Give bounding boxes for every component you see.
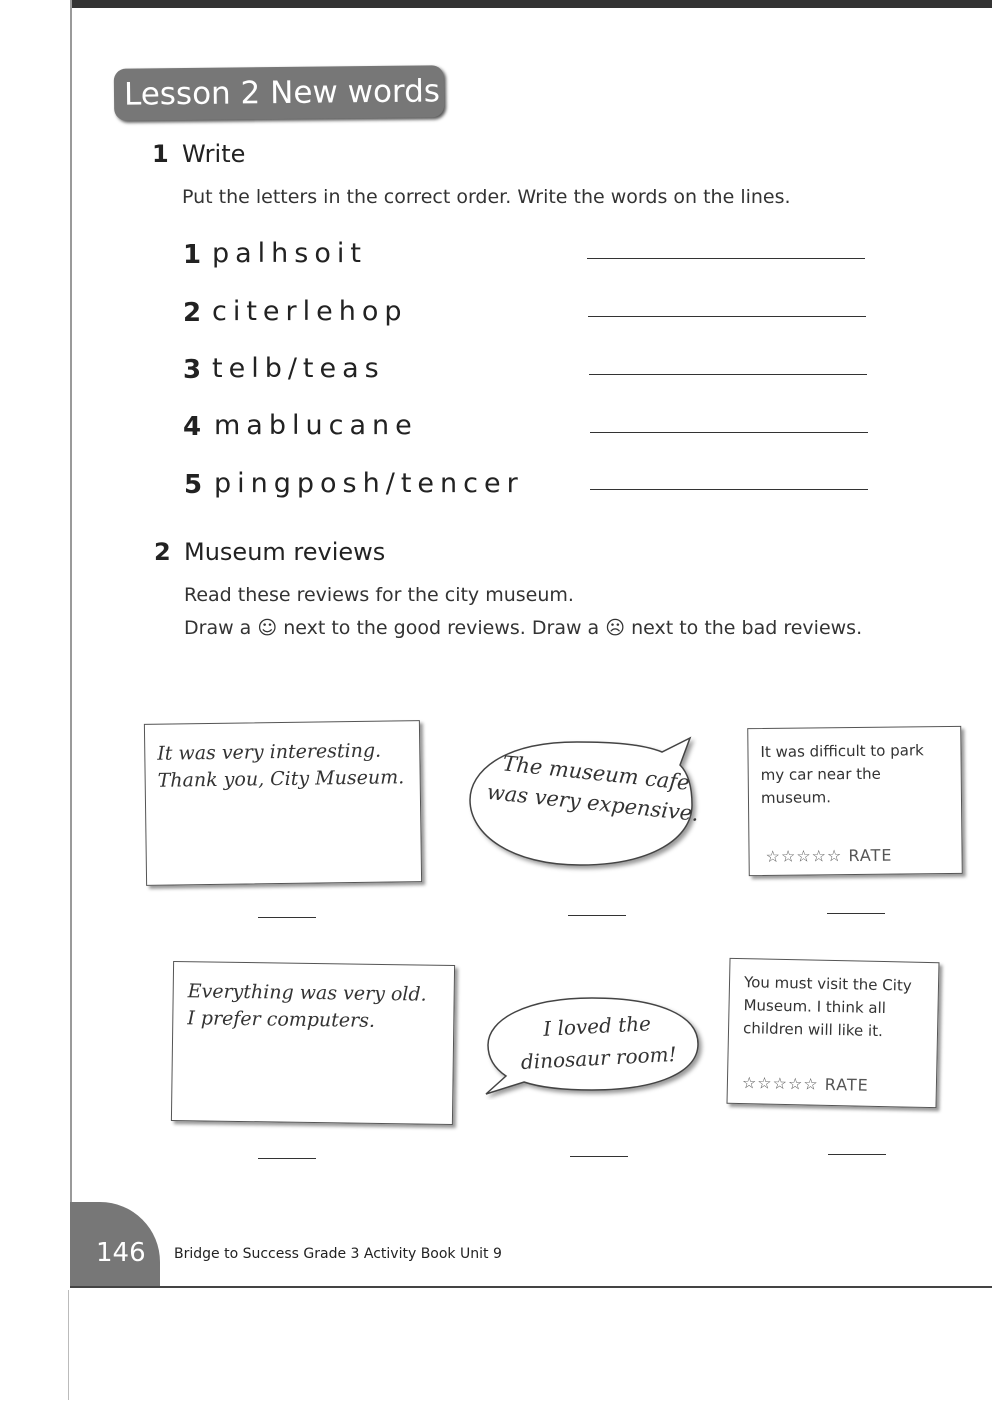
section-2-title: Museum reviews <box>184 538 386 566</box>
review-6-rate-label: RATE <box>824 1074 869 1095</box>
section-1-title: Write <box>182 140 246 168</box>
review-6-text: You must visit the City Museum. I think all children will like it. <box>742 973 912 1041</box>
review-3-rate-label: RATE <box>848 845 893 866</box>
item-1-number: 1 <box>183 240 202 270</box>
page-top-border <box>70 0 992 8</box>
item-1-answer-line[interactable] <box>587 258 865 259</box>
lesson-title: Lesson 2 New words <box>123 73 441 113</box>
book-title-footer: Bridge to Success Grade 3 Activity Book Unit 9 <box>174 1246 502 1262</box>
item-2-letters: citerlehop <box>212 296 408 327</box>
item-2-number: 2 <box>183 298 202 328</box>
review-4-text: Everything was very old. I prefer computers. <box>187 980 427 1032</box>
review-1-text: It was very interesting. Thank you, City Museum. <box>157 739 405 792</box>
review-2-text: The museum cafe was very expensive. <box>485 751 701 826</box>
item-5-letters: pingposh/tencer <box>214 468 524 499</box>
section-2-number: 2 <box>154 538 171 566</box>
item-3-number: 3 <box>183 355 202 385</box>
page-number-badge <box>70 1202 160 1286</box>
review-3-rating <box>765 846 892 866</box>
section-1-number: 1 <box>152 140 169 168</box>
item-2-answer-line[interactable] <box>588 316 866 317</box>
review-5-answer-line[interactable] <box>570 1156 628 1157</box>
page-left-edge-lower <box>68 1290 69 1400</box>
review-4-answer-line[interactable] <box>258 1158 316 1159</box>
section-2-instruction-1: Read these reviews for the city museum. <box>184 584 574 606</box>
item-5-number: 5 <box>184 470 203 500</box>
review-1-answer-line[interactable] <box>258 917 316 918</box>
section-1-instruction: Put the letters in the correct order. Write the words on the lines. <box>182 186 791 208</box>
item-4-letters: mablucane <box>214 410 418 441</box>
item-4-number: 4 <box>183 412 202 442</box>
review-3-star-icons[interactable]: ☆☆☆☆☆ <box>765 846 843 866</box>
review-5-text: I loved the dinosaur room! <box>520 1011 678 1075</box>
review-card-4 <box>171 961 455 1125</box>
item-3-answer-line[interactable] <box>589 374 867 375</box>
review-3-answer-line[interactable] <box>827 913 885 914</box>
lesson-banner <box>114 65 445 120</box>
page-number: 146 <box>96 1238 146 1268</box>
review-6-star-icons[interactable]: ☆☆☆☆☆ <box>741 1073 819 1094</box>
item-1-letters: palhsoit <box>212 238 367 269</box>
item-3-letters: telb/teas <box>212 353 385 384</box>
review-6-answer-line[interactable] <box>828 1154 886 1155</box>
review-card-3 <box>747 726 963 876</box>
review-card-6 <box>726 958 939 1108</box>
section-2-instruction-2: Draw a ☺ next to the good reviews. Draw a ☹ next to the bad reviews. <box>184 617 863 639</box>
review-card-1 <box>144 720 422 886</box>
review-2-answer-line[interactable] <box>568 915 626 916</box>
page-left-edge <box>70 0 72 1285</box>
item-5-answer-line[interactable] <box>590 489 868 490</box>
item-4-answer-line[interactable] <box>590 432 868 433</box>
page-bottom-border <box>70 1286 992 1288</box>
review-6-rating <box>742 1073 869 1095</box>
review-3-text: It was difficult to park my car near the museum. <box>760 741 924 807</box>
